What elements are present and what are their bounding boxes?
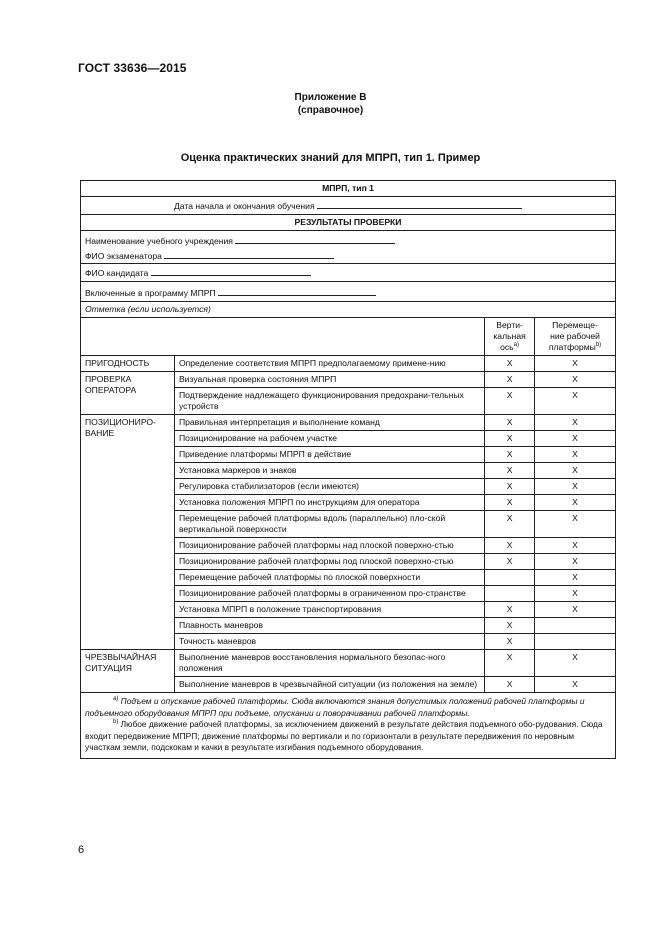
program-row bbox=[81, 282, 616, 302]
vertical-axis-mark: X bbox=[485, 554, 535, 570]
footnote-a: $^{а)}$ Подъем и опускание рабочей платформы. Сюда включаются знания допустимых положений рабочей платформы и подъемного оборудования МПРП при подъеме, опускании и поворачивании рабочей платформы. bbox=[85, 696, 585, 718]
vertical-axis-mark: X bbox=[485, 372, 535, 388]
vertical-axis-mark: X bbox=[485, 479, 535, 495]
platform-movement-mark: X bbox=[535, 388, 616, 415]
candidate-label: ФИО кандидата bbox=[85, 268, 149, 278]
platform-movement-mark: X bbox=[535, 586, 616, 602]
platform-movement-mark: X bbox=[535, 677, 616, 693]
vertical-axis-mark: X bbox=[485, 356, 535, 372]
criterion-text: Установка МПРП в положение транспортирования bbox=[174, 602, 484, 618]
institution-label: Наименование учебного учреждения bbox=[85, 236, 233, 246]
page-number: 6 bbox=[78, 844, 85, 856]
document-code: ГОСТ 33636—2015 bbox=[78, 61, 187, 75]
section-name: ПРОВЕРКА ОПЕРАТОРА bbox=[81, 372, 175, 415]
section-heading: Оценка практических знаний для МПРП, тип 1. Пример bbox=[180, 152, 481, 164]
table-row bbox=[81, 356, 616, 372]
platform-movement-mark: X bbox=[535, 650, 616, 677]
platform-movement-mark: X bbox=[535, 570, 616, 586]
table-row bbox=[81, 415, 616, 431]
vertical-axis-mark: X bbox=[485, 602, 535, 618]
criterion-text: Перемещение рабочей платформы по плоской поверхности bbox=[174, 570, 484, 586]
criterion-text: Точность маневров bbox=[174, 634, 484, 650]
platform-movement-mark: X bbox=[535, 495, 616, 511]
platform-movement-mark bbox=[535, 618, 616, 634]
criterion-text: Позиционирование на рабочем участке bbox=[174, 431, 484, 447]
vertical-axis-mark: X bbox=[485, 415, 535, 431]
criterion-text: Плавность маневров bbox=[174, 618, 484, 634]
criterion-text: Визуальная проверка состояния МПРП bbox=[174, 372, 484, 388]
institution-blank[interactable] bbox=[235, 234, 395, 244]
criterion-text: Позиционирование рабочей платформы под плоской поверхно-стью bbox=[174, 554, 484, 570]
criterion-text: Приведение платформы МПРП в действие bbox=[174, 447, 484, 463]
vertical-axis-mark: X bbox=[485, 463, 535, 479]
platform-movement-mark: X bbox=[535, 415, 616, 431]
platform-movement-mark: X bbox=[535, 463, 616, 479]
header-spacer bbox=[81, 318, 485, 356]
vertical-axis-mark: X bbox=[485, 650, 535, 677]
candidate-blank[interactable] bbox=[151, 266, 311, 276]
training-dates-row bbox=[81, 197, 616, 215]
vertical-axis-mark bbox=[485, 570, 535, 586]
platform-movement-mark: X bbox=[535, 511, 616, 538]
criterion-text: Выполнение маневров восстановления нормального безопас-ного положения bbox=[174, 650, 484, 677]
criterion-text: Позиционирование рабочей платформы над плоской поверхно-стью bbox=[174, 538, 484, 554]
vertical-axis-mark: X bbox=[485, 634, 535, 650]
criterion-text: Определение соответствия МПРП предполагаемому примене-нию bbox=[174, 356, 484, 372]
platform-movement-mark bbox=[535, 634, 616, 650]
assessment-table bbox=[80, 180, 616, 759]
institution-row bbox=[81, 231, 616, 264]
candidate-row bbox=[81, 264, 616, 282]
training-dates-label: Дата начала и окончания обучения bbox=[173, 201, 315, 211]
footnotes bbox=[81, 693, 616, 759]
platform-movement-mark: X bbox=[535, 356, 616, 372]
form-title: МПРП, тип 1 bbox=[81, 181, 616, 197]
criterion-text: Установка положения МПРП по инструкциям для оператора bbox=[174, 495, 484, 511]
platform-movement-mark: X bbox=[535, 602, 616, 618]
col-platform-movement: Перемеще- ние рабочей платформы$^{b)}$ bbox=[535, 318, 616, 356]
criterion-text: Подтверждение надлежащего функционирования предохрани-тельных устройств bbox=[174, 388, 484, 415]
criterion-text: Позиционирование рабочей платформы в ограниченном про-странстве bbox=[174, 586, 484, 602]
results-title: РЕЗУЛЬТАТЫ ПРОВЕРКИ bbox=[81, 215, 616, 231]
criterion-text: Правильная интерпретация и выполнение команд bbox=[174, 415, 484, 431]
criterion-text: Выполнение маневров в чрезвычайной ситуации (из положения на земле) bbox=[174, 677, 484, 693]
vertical-axis-mark: X bbox=[485, 538, 535, 554]
platform-movement-mark: X bbox=[535, 554, 616, 570]
section-name: ПРИГОДНОСТЬ bbox=[81, 356, 175, 372]
vertical-axis-mark: X bbox=[485, 677, 535, 693]
appendix-label bbox=[0, 91, 661, 117]
appendix-title: Приложение В bbox=[294, 92, 367, 103]
platform-movement-mark: X bbox=[535, 538, 616, 554]
mark-row: Отметка (если используется) bbox=[81, 302, 616, 318]
platform-movement-mark: X bbox=[535, 431, 616, 447]
vertical-axis-mark: X bbox=[485, 388, 535, 415]
criterion-text: Установка маркеров и знаков bbox=[174, 463, 484, 479]
platform-movement-mark: X bbox=[535, 447, 616, 463]
examiner-label: ФИО экзаменатора bbox=[85, 251, 162, 261]
vertical-axis-mark: X bbox=[485, 511, 535, 538]
vertical-axis-mark: X bbox=[485, 495, 535, 511]
criterion-text: Регулировка стабилизаторов (если имеются) bbox=[174, 479, 484, 495]
vertical-axis-mark: X bbox=[485, 431, 535, 447]
table-row bbox=[81, 650, 616, 677]
program-blank[interactable] bbox=[218, 286, 376, 296]
platform-movement-mark: X bbox=[535, 372, 616, 388]
table-row bbox=[81, 372, 616, 388]
criterion-text: Перемещение рабочей платформы вдоль (параллельно) пло-ской вертикальной поверхности bbox=[174, 511, 484, 538]
program-label: Включенные в программу МПРП bbox=[85, 288, 216, 298]
appendix-subtitle: (справочное) bbox=[297, 105, 364, 116]
col-vertical-axis: Верти- кальная ось$^{а)}$ bbox=[485, 318, 535, 356]
examiner-blank[interactable] bbox=[164, 249, 334, 259]
section-name: ПОЗИЦИОНИРО-ВАНИЕ bbox=[81, 415, 175, 650]
footnote-b: $^{b)}$ Любое движение рабочей платформы, за исключением движений в результате действия подъемного обо-рудования. Сюда входит передвижение МПРП; движение платформы по вертикали и по горизонтали в результате передвижения по неровным участкам земли, подскокам и качки в результате изгибания подъемного оборудования. bbox=[85, 719, 603, 752]
training-dates-blank[interactable] bbox=[317, 199, 522, 209]
vertical-axis-mark: X bbox=[485, 447, 535, 463]
vertical-axis-mark: X bbox=[485, 618, 535, 634]
vertical-axis-mark bbox=[485, 586, 535, 602]
platform-movement-mark: X bbox=[535, 479, 616, 495]
section-name: ЧРЕЗВЫЧАЙНАЯ СИТУАЦИЯ bbox=[81, 650, 175, 693]
